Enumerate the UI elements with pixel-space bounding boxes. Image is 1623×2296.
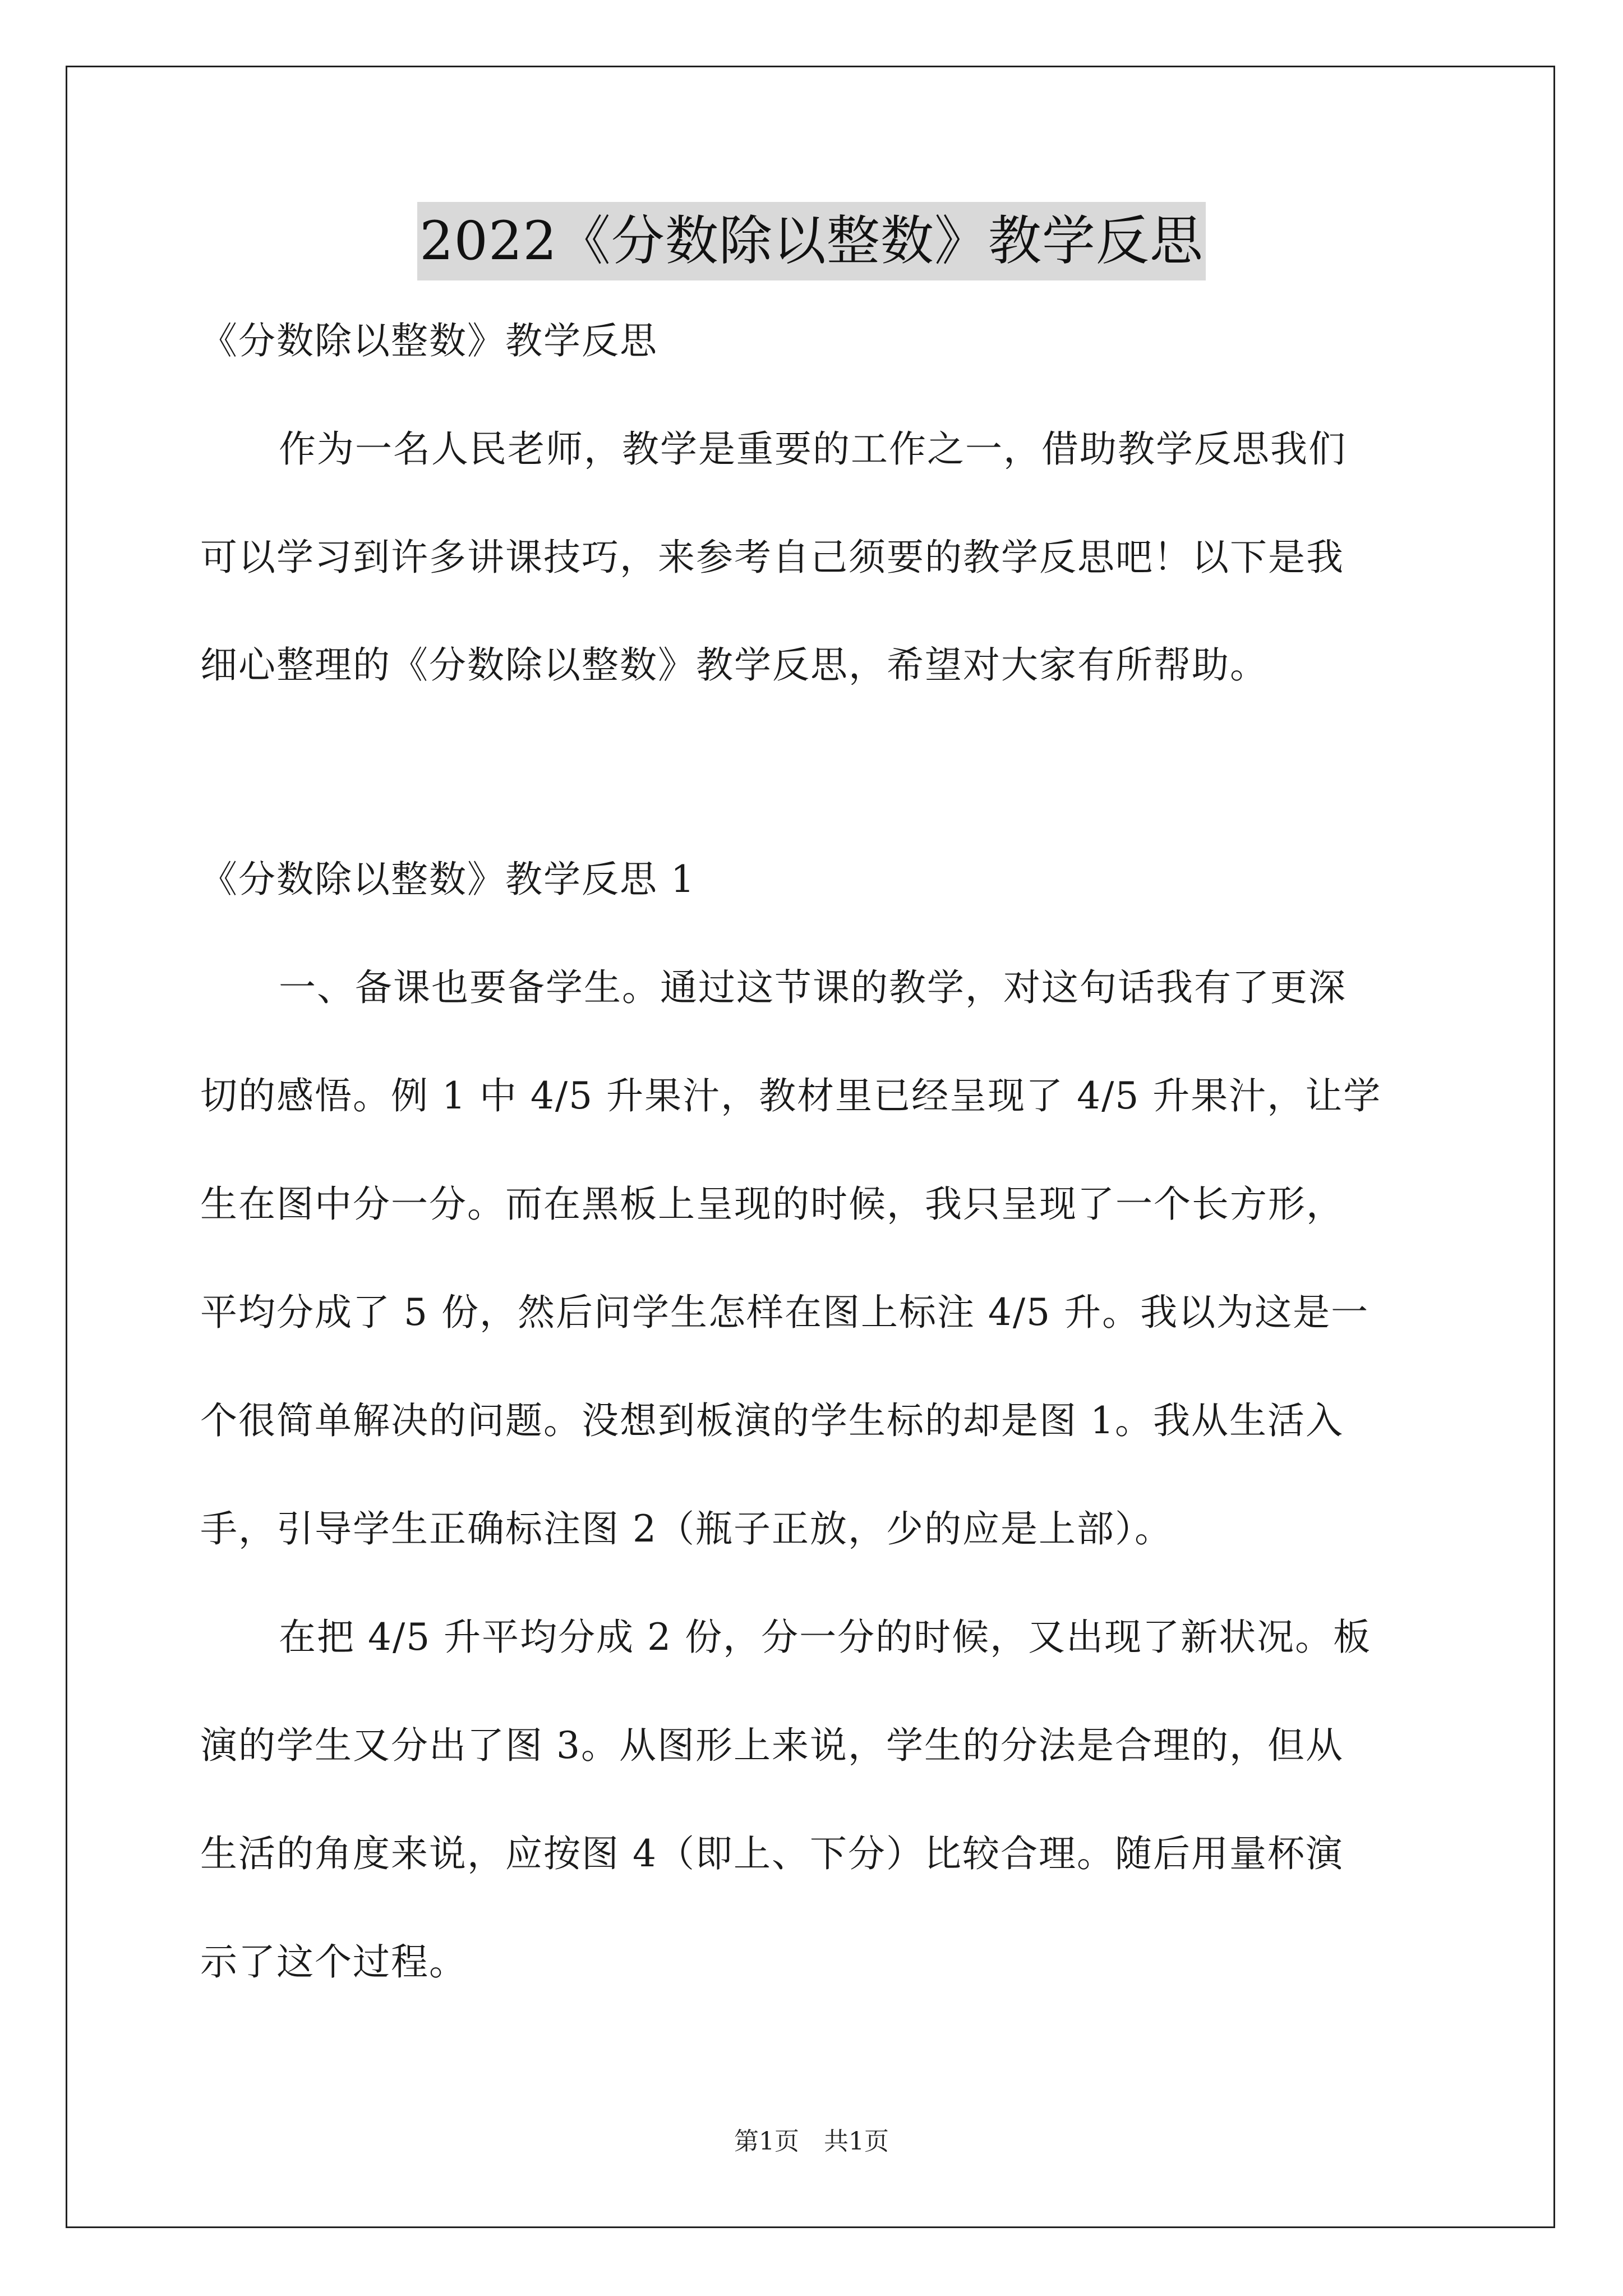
page-footer: 第1页 共1页: [734, 2127, 889, 2156]
paragraph-line: 平均分成了 5 份，然后问学生怎样在图上标注 4/5 升。我以为这是一: [200, 1291, 1370, 1334]
paragraph-line: 演的学生又分出了图 3。从图形上来说，学生的分法是合理的，但从: [200, 1724, 1344, 1767]
paragraph-line: 生活的角度来说，应按图 4（即上、下分）比较合理。随后用量杯演: [200, 1832, 1344, 1875]
paragraph-line: 细心整理的《分数除以整数》教学反思，希望对大家有所帮助。: [200, 643, 1268, 687]
paragraph-line: 示了这个过程。: [200, 1940, 467, 1984]
paragraph-line: 生在图中分一分。而在黑板上呈现的时候，我只呈现了一个长方形，: [200, 1182, 1344, 1226]
page-border: [66, 66, 1555, 2228]
paragraph-line: 可以学习到许多讲课技巧，来参考自己须要的教学反思吧！以下是我: [200, 536, 1344, 579]
subtitle: 《分数除以整数》教学反思: [200, 319, 658, 362]
paragraph-line: 手，引导学生正确标注图 2（瓶子正放，少的应是上部）。: [200, 1507, 1173, 1550]
paragraph-line: 切的感悟。例 1 中 4/5 升果汁，教材里已经呈现了 4/5 升果汁，让学: [200, 1074, 1382, 1117]
paragraph-line: 在把 4/5 升平均分成 2 份，分一分的时候，又出现了新状况。板: [279, 1616, 1372, 1659]
paragraph-line: 个很简单解决的问题。没想到板演的学生标的却是图 1。我从生活入: [200, 1399, 1344, 1442]
paragraph-line: 一、备课也要备学生。通过这节课的教学，对这句话我有了更深: [279, 966, 1347, 1009]
title-container: [0, 202, 1623, 280]
document-title: 2022《分数除以整数》教学反思: [417, 202, 1206, 280]
paragraph-line: 作为一名人民老师，教学是重要的工作之一，借助教学反思我们: [279, 427, 1347, 471]
section-heading: 《分数除以整数》教学反思 1: [200, 858, 695, 901]
